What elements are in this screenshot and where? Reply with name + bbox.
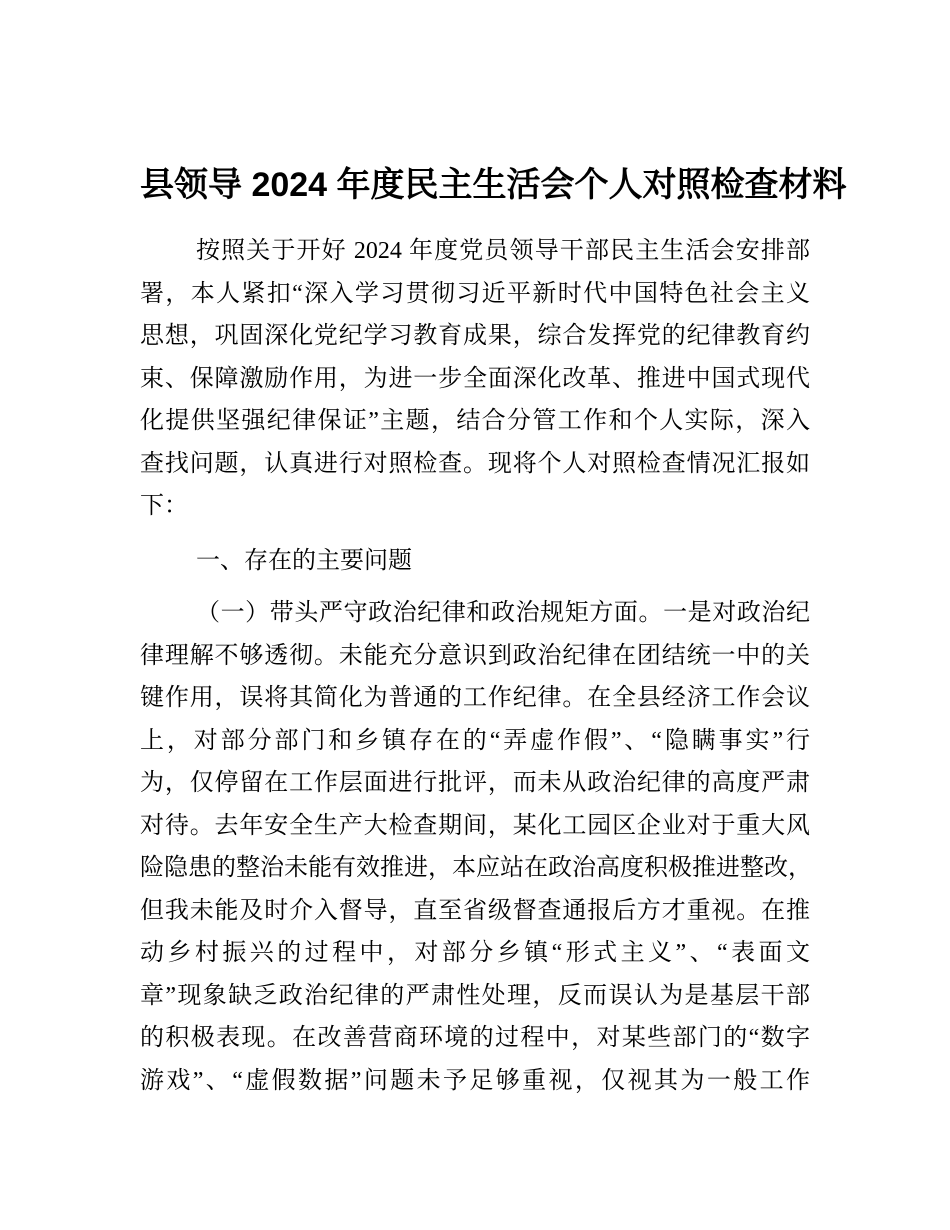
- text-line: 章”现象缺乏政治纪律的严肃性处理，反而误认为是基层干部: [140, 982, 810, 1009]
- document-body: [140, 230, 810, 1102]
- text-line: 游戏”、“虚假数据”问题未予足够重视，仅视其为一般工作: [140, 1067, 810, 1094]
- text-line: 动乡村振兴的过程中，对部分乡镇“形式主义”、“表面文: [140, 940, 810, 966]
- text-line: 按照关于开好 2024 年度党员领导干部民主生活会安排部: [196, 238, 810, 264]
- text-line: 但我未能及时介入督导，直至省级督查通报后方才重视。在推: [140, 897, 810, 924]
- text-line: 律理解不够透彻。未能充分意识到政治纪律在团结统一中的关: [140, 642, 810, 669]
- text-line: 的积极表现。在改善营商环境的过程中，对某些部门的“数字: [140, 1025, 810, 1051]
- text-line: 为，仅停留在工作层面进行批评，而未从政治纪律的高度严肃: [140, 770, 810, 796]
- text-line: 险隐患的整治未能有效推进，本应站在政治高度积极推进整改，: [140, 855, 812, 881]
- text-line: 一、存在的主要问题: [196, 547, 412, 574]
- paragraph: [140, 592, 810, 1102]
- text-line: 署，本人紧扣“深入学习贯彻习近平新时代中国特色社会主义: [140, 280, 810, 307]
- text-line: 查找问题，认真进行对照检查。现将个人对照检查情况汇报如: [140, 450, 810, 477]
- paragraph: [140, 230, 810, 528]
- section-heading: [140, 540, 810, 583]
- text-line: 束、保障激励作用，为进一步全面深化改革、推进中国式现代: [140, 365, 810, 392]
- text-line: 对待。去年安全生产大检查期间，某化工园区企业对于重大风: [140, 812, 810, 839]
- text-line: 化提供坚强纪律保证”主题，结合分管工作和个人实际，深入: [140, 408, 810, 434]
- text-line: 上，对部分部门和乡镇存在的“弄虚作假”、“隐瞒事实”行: [140, 727, 810, 754]
- text-line: 键作用，误将其简化为普通的工作纪律。在全县经济工作会议: [140, 685, 810, 711]
- document-content: [140, 161, 847, 1102]
- document-title: 县领导 2024 年度民主生活会个人对照检查材料: [140, 166, 847, 204]
- text-line: （一）带头严守政治纪律和政治规矩方面。一是对政治纪: [196, 600, 810, 626]
- text-line: 思想，巩固深化党纪学习教育成果，综合发挥党的纪律教育约: [140, 323, 810, 349]
- text-line: 下：: [140, 493, 188, 519]
